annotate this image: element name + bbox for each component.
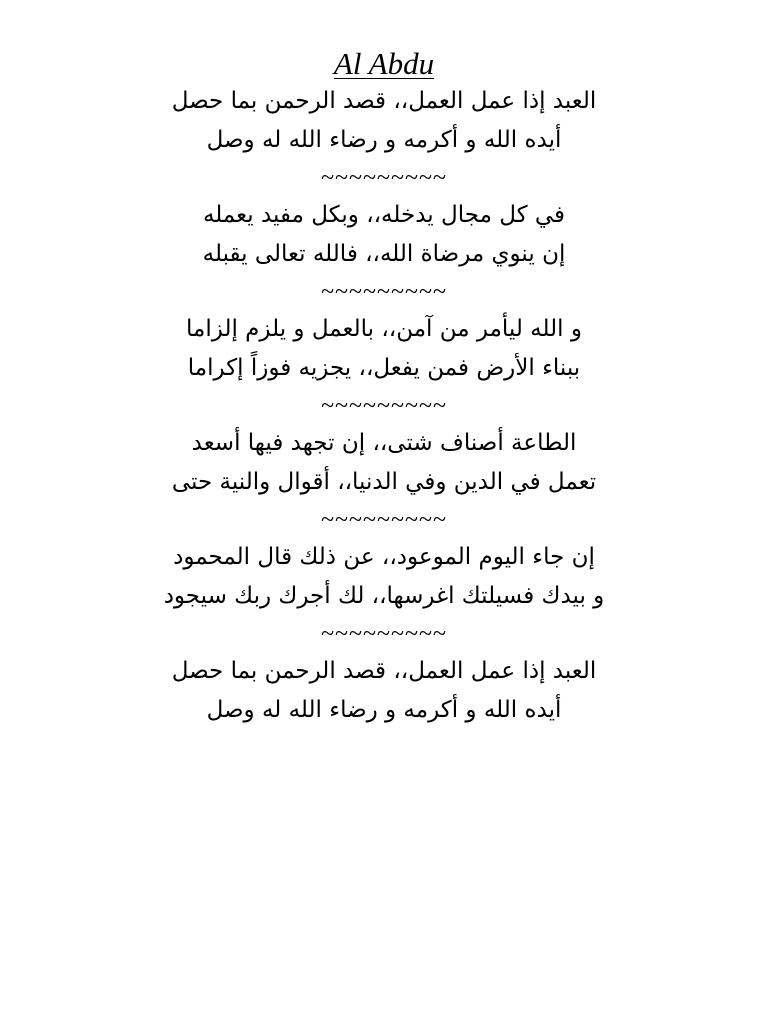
stanza-separator: ~~~~~~~~~ [321, 165, 447, 191]
stanza-6 [0, 652, 768, 730]
poem-page [0, 46, 768, 730]
stanza-2 [0, 196, 768, 274]
stanza-separator: ~~~~~~~~~ [321, 621, 447, 647]
verse-line: الطاعة أصناف شتى،، إن تجهد فيها أسعد [191, 430, 577, 456]
stanza-separator: ~~~~~~~~~ [321, 393, 447, 419]
verse-line: و الله ليأمر من آمن،، بالعمل و يلزم إلزاما [186, 316, 582, 342]
poem-body [0, 82, 768, 730]
verse-line: ببناء الأرض فمن يفعل،، يجزيه فوزاً إكراما [187, 355, 581, 381]
stanza-3 [0, 310, 768, 388]
verse-line: و بيدك فسيلتك اغرسها،، لك أجرك ربك سيجود [163, 583, 605, 609]
verse-line: إن جاء اليوم الموعود،، عن ذلك قال المحمود [173, 544, 595, 570]
verse-line: تعمل في الدين وفي الدنيا،، أقوال والنية حتى [171, 469, 597, 495]
verse-line: أيده الله و أكرمه و رضاء الله له وصل [206, 697, 562, 723]
verse-line: العبد إذا عمل العمل،، قصد الرحمن بما حصل [171, 658, 597, 684]
verse-line: أيده الله و أكرمه و رضاء الله له وصل [206, 127, 562, 153]
stanza-4 [0, 424, 768, 502]
verse-line: في كل مجال يدخله،، وبكل مفيد يعمله [202, 202, 566, 228]
stanza-separator: ~~~~~~~~~ [321, 279, 447, 305]
stanza-5 [0, 538, 768, 616]
verse-line: العبد إذا عمل العمل،، قصد الرحمن بما حصل [171, 88, 597, 114]
stanza-separator: ~~~~~~~~~ [321, 507, 447, 533]
verse-line: إن ينوي مرضاة الله،، فالله تعالى يقبله [202, 241, 566, 267]
stanza-1 [0, 82, 768, 160]
poem-title: Al Abdu [333, 46, 435, 81]
